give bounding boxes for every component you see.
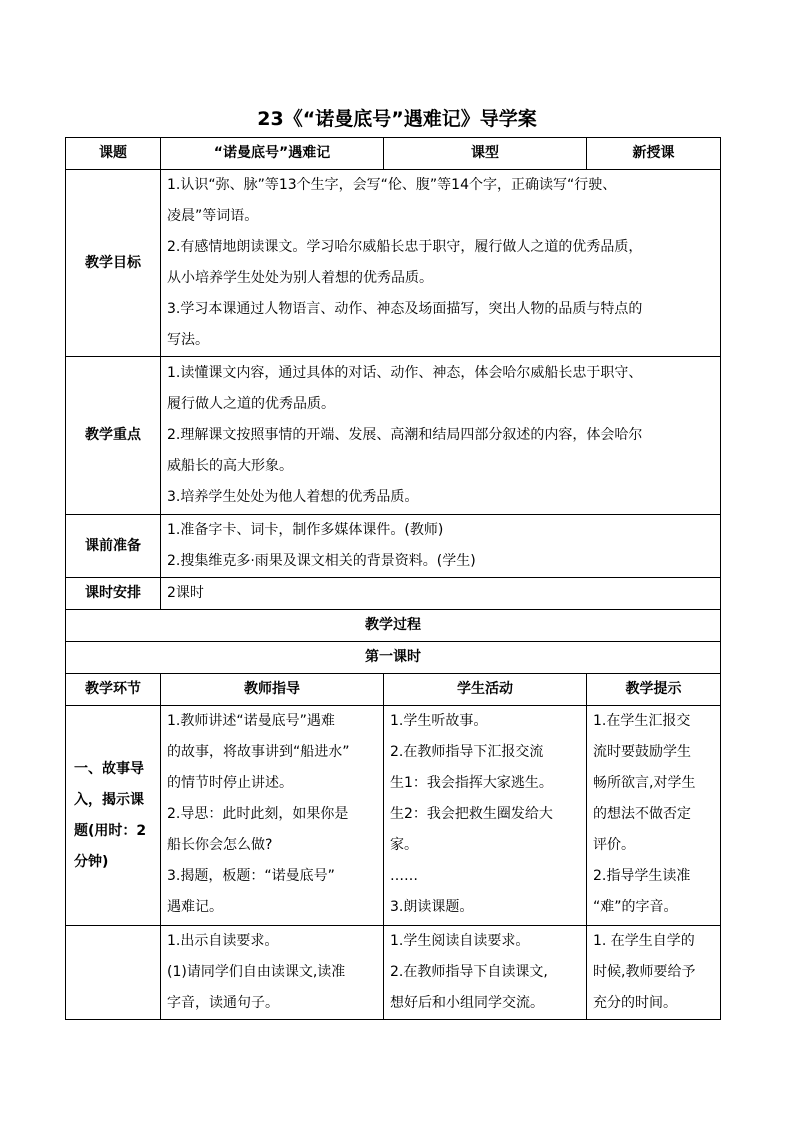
focus-line: 3.培养学生处处为他人着想的优秀品质。 xyxy=(167,489,419,505)
schedule-label: 课时安排 xyxy=(66,578,161,610)
student-line: 生1：我会指挥大家逃生。 xyxy=(390,775,553,791)
process-title-row xyxy=(66,610,721,642)
student-line: 家。 xyxy=(390,837,418,853)
prep-label: 课前准备 xyxy=(66,515,161,578)
focus-label: 教学重点 xyxy=(66,357,161,515)
tips-line: 充分的时间。 xyxy=(593,995,677,1011)
student-cell xyxy=(384,706,587,926)
student-line: …… xyxy=(390,868,418,884)
teacher-line: 的故事，将故事讲到“船进水” xyxy=(167,744,350,760)
tips-line: “难”的字音。 xyxy=(593,899,678,915)
student-line: 3.朗读课题。 xyxy=(390,899,474,915)
teacher-line: 1.出示自读要求。 xyxy=(167,933,279,949)
section-line: 题(用时：2 xyxy=(74,822,147,839)
teacher-line: 2.导思：此时此刻，如果你是 xyxy=(167,806,349,822)
student-line: 1.学生阅读自读要求。 xyxy=(390,933,530,949)
focus-line: 履行做人之道的优秀品质。 xyxy=(167,396,335,412)
section-line: 一、故事导 xyxy=(74,760,144,777)
teacher-line: 1.教师讲述“诺曼底号”遇难 xyxy=(167,713,335,729)
column-header: 教学环节 xyxy=(66,674,161,706)
tips-cell xyxy=(587,706,721,926)
schedule-row xyxy=(66,578,721,610)
section-cell xyxy=(66,926,161,1020)
goals-row xyxy=(66,170,721,357)
teacher-line: 船长你会怎么做? xyxy=(167,837,273,853)
focus-line: 2.理解课文按照事情的开端、发展、高潮和结局四部分叙述的内容，体会哈尔 xyxy=(167,427,643,443)
student-cell xyxy=(384,926,587,1020)
section-line: 分钟) xyxy=(74,853,109,870)
focus-line: 1.读懂课文内容，通过具体的对话、动作、神态，体会哈尔威船长忠于职守、 xyxy=(167,365,643,381)
teacher-line: 的情节时停止讲述。 xyxy=(167,775,293,791)
prep-line: 2.搜集维克多·雨果及课文相关的背景资料。(学生) xyxy=(167,553,476,569)
tips-line: 2.指导学生读准 xyxy=(593,868,691,884)
page-title: 23《“诺曼底号”遇难记》导学案 xyxy=(257,108,537,130)
type-label: 课型 xyxy=(384,138,587,170)
lesson-title: “诺曼底号”遇难记 xyxy=(161,138,384,170)
goals-content xyxy=(161,170,721,357)
period-title-row xyxy=(66,642,721,674)
focus-line: 威船长的高大形象。 xyxy=(167,458,293,474)
student-line: 生2：我会把救生圈发给大 xyxy=(390,806,553,822)
section-cell xyxy=(66,706,161,926)
process-row xyxy=(66,706,721,926)
student-line: 想好后和小组同学交流。 xyxy=(390,995,544,1011)
focus-content xyxy=(161,357,721,515)
teacher-cell xyxy=(161,926,384,1020)
topic-label: 课题 xyxy=(66,138,161,170)
student-line: 1.学生听故事。 xyxy=(390,713,488,729)
schedule-value: 2课时 xyxy=(161,578,721,610)
tips-line: 流时要鼓励学生 xyxy=(593,744,691,760)
process-row xyxy=(66,926,721,1020)
lesson-type: 新授课 xyxy=(587,138,721,170)
section-line: 入，揭示课 xyxy=(74,791,144,808)
tips-line: 畅所欲言,对学生 xyxy=(593,775,696,791)
lesson-plan-table xyxy=(65,137,721,1020)
goals-label: 教学目标 xyxy=(66,170,161,357)
process-title: 教学过程 xyxy=(66,610,721,642)
column-header: 学生活动 xyxy=(384,674,587,706)
tips-line: 的想法不做否定 xyxy=(593,806,691,822)
prep-row xyxy=(66,515,721,578)
column-header: 教学提示 xyxy=(587,674,721,706)
teacher-line: 字音，读通句子。 xyxy=(167,995,279,1011)
header-row xyxy=(66,138,721,170)
goals-line: 凌晨”等词语。 xyxy=(167,208,259,224)
teacher-line: 3.揭题，板题：“诺曼底号” xyxy=(167,868,335,884)
column-header-row xyxy=(66,674,721,706)
teacher-line: (1)请同学们自由读课文,读准 xyxy=(167,964,346,980)
goals-line: 1.认识“弥、脉”等13个生字，会写“伦、腹”等14个字，正确读写“行驶、 xyxy=(167,177,617,193)
teacher-cell xyxy=(161,706,384,926)
goals-line: 写法。 xyxy=(167,332,209,348)
goals-line: 从小培养学生处处为别人着想的优秀品质。 xyxy=(167,270,433,286)
goals-line: 3.学习本课通过人物语言、动作、神态及场面描写，突出人物的品质与特点的 xyxy=(167,301,643,317)
tips-cell xyxy=(587,926,721,1020)
focus-row xyxy=(66,357,721,515)
student-line: 2.在教师指导下自读课文, xyxy=(390,964,548,980)
prep-line: 1.准备字卡、词卡，制作多媒体课件。(教师) xyxy=(167,522,444,538)
tips-line: 评价。 xyxy=(593,837,635,853)
prep-content xyxy=(161,515,721,578)
tips-line: 1. 在学生自学的 xyxy=(593,933,695,949)
teacher-line: 遇难记。 xyxy=(167,899,223,915)
tips-line: 时候,教师要给予 xyxy=(593,964,696,980)
student-line: 2.在教师指导下汇报交流 xyxy=(390,744,544,760)
goals-line: 2.有感情地朗读课文。学习哈尔威船长忠于职守，履行做人之道的优秀品质， xyxy=(167,239,643,255)
tips-line: 1.在学生汇报交 xyxy=(593,713,691,729)
column-header: 教师指导 xyxy=(161,674,384,706)
period-title: 第一课时 xyxy=(66,642,721,674)
